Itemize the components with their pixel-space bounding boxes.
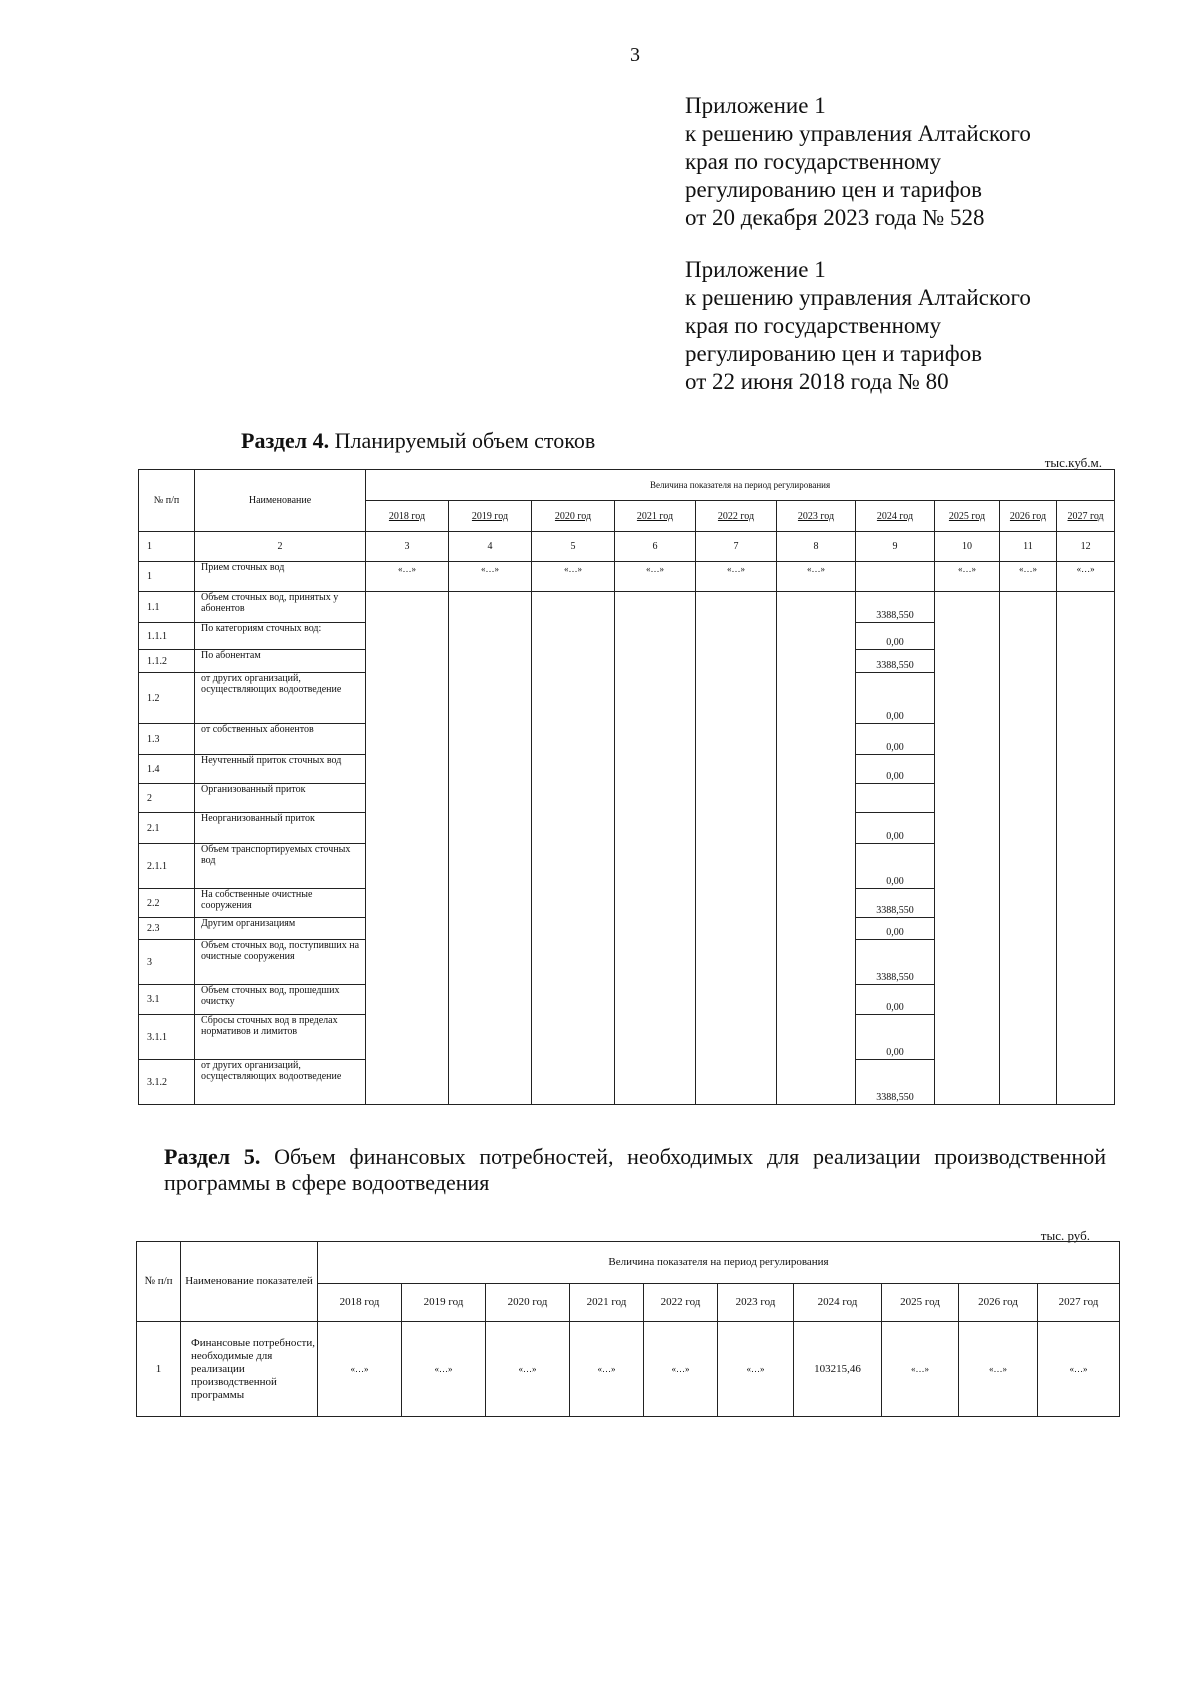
value-2024: 0,00 bbox=[856, 755, 935, 784]
empty-cell bbox=[615, 1060, 696, 1105]
section5-unit: тыс. руб. bbox=[1040, 1228, 1090, 1243]
value-cell: «…» bbox=[570, 1322, 644, 1417]
placeholder-cell: «…» bbox=[449, 562, 532, 592]
empty-cell bbox=[615, 889, 696, 918]
section4-table bbox=[138, 469, 1115, 1105]
empty-cell bbox=[366, 985, 449, 1015]
page-number: 3 bbox=[630, 44, 640, 66]
empty-cell bbox=[1000, 623, 1057, 650]
empty-cell bbox=[1000, 985, 1057, 1015]
empty-cell bbox=[1057, 724, 1115, 755]
empty-cell bbox=[532, 844, 615, 889]
empty-cell bbox=[532, 918, 615, 940]
value-2024: 3388,550 bbox=[856, 1060, 935, 1105]
empty-cell bbox=[696, 1015, 777, 1060]
empty-cell bbox=[696, 592, 777, 623]
empty-cell bbox=[935, 623, 1000, 650]
row-number: 3.1 bbox=[139, 985, 195, 1015]
column-number: 8 bbox=[777, 532, 856, 562]
header-year: 2026 год bbox=[1000, 501, 1057, 532]
table-row bbox=[139, 985, 1115, 1015]
empty-cell bbox=[1057, 985, 1115, 1015]
empty-cell bbox=[696, 724, 777, 755]
empty-cell bbox=[449, 985, 532, 1015]
column-number-row bbox=[139, 532, 1115, 562]
value-2024: 0,00 bbox=[856, 673, 935, 724]
row-name: По абонентам bbox=[195, 650, 366, 673]
empty-cell bbox=[532, 784, 615, 813]
row-number: 1.2 bbox=[139, 673, 195, 724]
row-name: Объем сточных вод, поступивших на очистные сооружения bbox=[195, 940, 366, 985]
header-num: № п/п bbox=[139, 470, 195, 532]
empty-cell bbox=[449, 724, 532, 755]
empty-cell bbox=[449, 650, 532, 673]
empty-cell bbox=[1057, 650, 1115, 673]
row-name: Сбросы сточных вод в пределах нормативов и лимитов bbox=[195, 1015, 366, 1060]
value-2024: 0,00 bbox=[856, 623, 935, 650]
empty-cell bbox=[366, 1060, 449, 1105]
row-name: Объем сточных вод, прошедших очистку bbox=[195, 985, 366, 1015]
empty-cell bbox=[532, 813, 615, 844]
empty-cell bbox=[1000, 755, 1057, 784]
header-year: 2022 год bbox=[644, 1284, 718, 1322]
header-year: 2027 год bbox=[1057, 501, 1115, 532]
empty-cell bbox=[449, 844, 532, 889]
empty-cell bbox=[615, 1015, 696, 1060]
empty-cell bbox=[935, 650, 1000, 673]
appendix-line: Приложение 1 bbox=[685, 93, 826, 118]
empty-cell bbox=[449, 592, 532, 623]
empty-cell bbox=[1057, 784, 1115, 813]
section4-title bbox=[241, 428, 595, 454]
header-year: 2019 год bbox=[402, 1284, 486, 1322]
empty-cell bbox=[777, 724, 856, 755]
header-year: 2024 год bbox=[856, 501, 935, 532]
empty-cell bbox=[366, 784, 449, 813]
header-year: 2023 год bbox=[718, 1284, 794, 1322]
value-cell: «…» bbox=[644, 1322, 718, 1417]
empty-cell bbox=[449, 1015, 532, 1060]
empty-cell bbox=[615, 784, 696, 813]
empty-cell bbox=[615, 673, 696, 724]
empty-cell bbox=[1000, 918, 1057, 940]
row-number: 1.3 bbox=[139, 724, 195, 755]
header-year: 2025 год bbox=[935, 501, 1000, 532]
empty-cell bbox=[696, 889, 777, 918]
empty-cell bbox=[777, 1015, 856, 1060]
column-number: 6 bbox=[615, 532, 696, 562]
empty-cell bbox=[777, 1060, 856, 1105]
empty-cell bbox=[935, 592, 1000, 623]
header-year: 2020 год bbox=[532, 501, 615, 532]
header-year: 2018 год bbox=[366, 501, 449, 532]
empty-cell bbox=[366, 813, 449, 844]
table-row bbox=[139, 592, 1115, 623]
value-cell: «…» bbox=[1038, 1322, 1120, 1417]
empty-cell bbox=[449, 673, 532, 724]
empty-cell bbox=[366, 623, 449, 650]
table-row bbox=[139, 813, 1115, 844]
empty-cell bbox=[615, 985, 696, 1015]
empty-cell bbox=[1000, 813, 1057, 844]
value-2024: 0,00 bbox=[856, 918, 935, 940]
empty-cell bbox=[366, 724, 449, 755]
empty-cell bbox=[935, 985, 1000, 1015]
empty-cell bbox=[449, 784, 532, 813]
appendix-line: от 22 июня 2018 года № 80 bbox=[685, 369, 949, 394]
empty-cell bbox=[366, 755, 449, 784]
placeholder-cell: «…» bbox=[777, 562, 856, 592]
column-number: 11 bbox=[1000, 532, 1057, 562]
empty-cell bbox=[615, 940, 696, 985]
column-number: 4 bbox=[449, 532, 532, 562]
section4-unit: тыс.куб.м. bbox=[1044, 455, 1102, 470]
empty-cell bbox=[1057, 592, 1115, 623]
value-2024 bbox=[856, 562, 935, 592]
empty-cell bbox=[532, 1060, 615, 1105]
empty-cell bbox=[1057, 918, 1115, 940]
empty-cell bbox=[777, 918, 856, 940]
table-row bbox=[139, 724, 1115, 755]
empty-cell bbox=[935, 1060, 1000, 1105]
value-2024: 0,00 bbox=[856, 844, 935, 889]
value-cell: «…» bbox=[718, 1322, 794, 1417]
empty-cell bbox=[1000, 724, 1057, 755]
empty-cell bbox=[935, 784, 1000, 813]
header-year: 2026 год bbox=[959, 1284, 1038, 1322]
row-number: 1.4 bbox=[139, 755, 195, 784]
empty-cell bbox=[1057, 844, 1115, 889]
header-year: 2022 год bbox=[696, 501, 777, 532]
empty-cell bbox=[777, 813, 856, 844]
empty-cell bbox=[696, 755, 777, 784]
empty-cell bbox=[615, 592, 696, 623]
row-name: от других организаций, осуществляющих водоотведение bbox=[195, 1060, 366, 1105]
appendix-line: края по государственному bbox=[685, 149, 941, 174]
table-row bbox=[139, 562, 1115, 592]
column-number: 9 bbox=[856, 532, 935, 562]
empty-cell bbox=[366, 940, 449, 985]
placeholder-cell: «…» bbox=[696, 562, 777, 592]
row-number: 3.1.1 bbox=[139, 1015, 195, 1060]
column-number: 5 bbox=[532, 532, 615, 562]
empty-cell bbox=[615, 844, 696, 889]
row-name: Другим организациям bbox=[195, 918, 366, 940]
row-name: Объем транспортируемых сточных вод bbox=[195, 844, 366, 889]
value-2024: 3388,550 bbox=[856, 940, 935, 985]
empty-cell bbox=[935, 1015, 1000, 1060]
empty-cell bbox=[615, 918, 696, 940]
value-2024: 0,00 bbox=[856, 724, 935, 755]
empty-cell bbox=[777, 650, 856, 673]
empty-cell bbox=[1000, 1060, 1057, 1105]
table-row bbox=[139, 623, 1115, 650]
value-2024: 3388,550 bbox=[856, 889, 935, 918]
empty-cell bbox=[449, 813, 532, 844]
empty-cell bbox=[449, 1060, 532, 1105]
empty-cell bbox=[935, 673, 1000, 724]
table-header-row bbox=[137, 1242, 1120, 1284]
empty-cell bbox=[366, 1015, 449, 1060]
empty-cell bbox=[696, 985, 777, 1015]
column-number: 3 bbox=[366, 532, 449, 562]
table-row bbox=[137, 1322, 1120, 1417]
empty-cell bbox=[696, 813, 777, 844]
table-row bbox=[139, 844, 1115, 889]
table-row bbox=[139, 784, 1115, 813]
column-number: 7 bbox=[696, 532, 777, 562]
empty-cell bbox=[532, 755, 615, 784]
empty-cell bbox=[615, 650, 696, 673]
empty-cell bbox=[777, 592, 856, 623]
empty-cell bbox=[696, 1060, 777, 1105]
column-number: 10 bbox=[935, 532, 1000, 562]
empty-cell bbox=[532, 592, 615, 623]
empty-cell bbox=[777, 985, 856, 1015]
table-row bbox=[139, 940, 1115, 985]
placeholder-cell: «…» bbox=[1000, 562, 1057, 592]
row-number: 1 bbox=[139, 562, 195, 592]
row-name: от собственных абонентов bbox=[195, 724, 366, 755]
empty-cell bbox=[532, 940, 615, 985]
empty-cell bbox=[696, 844, 777, 889]
placeholder-cell: «…» bbox=[532, 562, 615, 592]
empty-cell bbox=[696, 623, 777, 650]
empty-cell bbox=[366, 592, 449, 623]
table-row bbox=[139, 889, 1115, 918]
empty-cell bbox=[449, 940, 532, 985]
empty-cell bbox=[449, 889, 532, 918]
empty-cell bbox=[449, 918, 532, 940]
empty-cell bbox=[615, 623, 696, 650]
value-2024: 0,00 bbox=[856, 813, 935, 844]
table-row bbox=[139, 1015, 1115, 1060]
empty-cell bbox=[615, 813, 696, 844]
appendix-line: Приложение 1 bbox=[685, 257, 826, 282]
header-num: № п/п bbox=[137, 1242, 181, 1322]
row-number: 3 bbox=[139, 940, 195, 985]
appendix-line: регулированию цен и тарифов bbox=[685, 177, 982, 202]
appendix-line: края по государственному bbox=[685, 313, 941, 338]
appendix-block-original bbox=[685, 256, 1031, 396]
empty-cell bbox=[532, 623, 615, 650]
value-cell: «…» bbox=[318, 1322, 402, 1417]
empty-cell bbox=[1057, 1015, 1115, 1060]
appendix-line: к решению управления Алтайского bbox=[685, 285, 1031, 310]
row-name: Финансовые потребности, необходимые для реализации производственной программы bbox=[181, 1322, 318, 1417]
value-2024: 3388,550 bbox=[856, 592, 935, 623]
section5-table bbox=[136, 1241, 1120, 1417]
row-name: Организованный приток bbox=[195, 784, 366, 813]
row-number: 2 bbox=[139, 784, 195, 813]
empty-cell bbox=[1057, 889, 1115, 918]
empty-cell bbox=[532, 673, 615, 724]
empty-cell bbox=[1057, 813, 1115, 844]
empty-cell bbox=[532, 985, 615, 1015]
table-row bbox=[139, 755, 1115, 784]
empty-cell bbox=[696, 673, 777, 724]
row-number: 2.2 bbox=[139, 889, 195, 918]
row-number: 2.1 bbox=[139, 813, 195, 844]
row-name: Объем сточных вод, принятых у абонентов bbox=[195, 592, 366, 623]
row-number: 1.1.2 bbox=[139, 650, 195, 673]
empty-cell bbox=[935, 940, 1000, 985]
empty-cell bbox=[935, 844, 1000, 889]
placeholder-cell: «…» bbox=[366, 562, 449, 592]
section4-title-rest: Планируемый объем стоков bbox=[329, 428, 596, 453]
empty-cell bbox=[615, 724, 696, 755]
section4-title-bold: Раздел 4. bbox=[241, 428, 330, 453]
empty-cell bbox=[532, 650, 615, 673]
empty-cell bbox=[1000, 940, 1057, 985]
empty-cell bbox=[696, 650, 777, 673]
empty-cell bbox=[777, 623, 856, 650]
empty-cell bbox=[449, 755, 532, 784]
empty-cell bbox=[777, 784, 856, 813]
empty-cell bbox=[696, 784, 777, 813]
empty-cell bbox=[1000, 650, 1057, 673]
header-year: 2027 год bbox=[1038, 1284, 1120, 1322]
empty-cell bbox=[532, 1015, 615, 1060]
empty-cell bbox=[696, 918, 777, 940]
empty-cell bbox=[935, 755, 1000, 784]
value-cell: «…» bbox=[486, 1322, 570, 1417]
value-cell: 103215,46 bbox=[794, 1322, 882, 1417]
row-name: Неорганизованный приток bbox=[195, 813, 366, 844]
empty-cell bbox=[777, 844, 856, 889]
appendix-line: регулированию цен и тарифов bbox=[685, 341, 982, 366]
empty-cell bbox=[1000, 889, 1057, 918]
header-year: 2023 год bbox=[777, 501, 856, 532]
row-name: от других организаций, осуществляющих водоотведение bbox=[195, 673, 366, 724]
empty-cell bbox=[1000, 592, 1057, 623]
empty-cell bbox=[935, 889, 1000, 918]
empty-cell bbox=[1000, 784, 1057, 813]
row-number: 3.1.2 bbox=[139, 1060, 195, 1105]
header-year: 2021 год bbox=[570, 1284, 644, 1322]
value-cell: «…» bbox=[882, 1322, 959, 1417]
empty-cell bbox=[532, 724, 615, 755]
row-name: Неучтенный приток сточных вод bbox=[195, 755, 366, 784]
column-number: 2 bbox=[195, 532, 366, 562]
empty-cell bbox=[366, 918, 449, 940]
value-2024: 0,00 bbox=[856, 985, 935, 1015]
table-row bbox=[139, 650, 1115, 673]
empty-cell bbox=[1000, 673, 1057, 724]
table-row bbox=[139, 673, 1115, 724]
empty-cell bbox=[532, 889, 615, 918]
placeholder-cell: «…» bbox=[935, 562, 1000, 592]
empty-cell bbox=[1057, 755, 1115, 784]
row-number: 2.1.1 bbox=[139, 844, 195, 889]
empty-cell bbox=[366, 650, 449, 673]
row-name: Прием сточных вод bbox=[195, 562, 366, 592]
empty-cell bbox=[696, 940, 777, 985]
header-year: 2019 год bbox=[449, 501, 532, 532]
row-name: По категориям сточных вод: bbox=[195, 623, 366, 650]
appendix-line: к решению управления Алтайского bbox=[685, 121, 1031, 146]
empty-cell bbox=[366, 889, 449, 918]
empty-cell bbox=[1000, 844, 1057, 889]
row-number: 2.3 bbox=[139, 918, 195, 940]
header-period: Величина показателя на период регулирования bbox=[366, 470, 1115, 501]
column-number: 12 bbox=[1057, 532, 1115, 562]
placeholder-cell: «…» bbox=[615, 562, 696, 592]
empty-cell bbox=[1057, 623, 1115, 650]
appendix-line: от 20 декабря 2023 года № 528 bbox=[685, 205, 985, 230]
empty-cell bbox=[366, 844, 449, 889]
empty-cell bbox=[449, 623, 532, 650]
table-row bbox=[139, 1060, 1115, 1105]
section5-title-bold: Раздел 5. bbox=[164, 1144, 261, 1169]
section5-title bbox=[164, 1144, 1106, 1196]
empty-cell bbox=[777, 673, 856, 724]
empty-cell bbox=[366, 673, 449, 724]
row-name: На собственные очистные сооружения bbox=[195, 889, 366, 918]
header-year: 2024 год bbox=[794, 1284, 882, 1322]
value-2024: 0,00 bbox=[856, 1015, 935, 1060]
header-name: Наименование показателей bbox=[181, 1242, 318, 1322]
table-row bbox=[139, 918, 1115, 940]
empty-cell bbox=[1057, 1060, 1115, 1105]
empty-cell bbox=[935, 724, 1000, 755]
row-number: 1.1 bbox=[139, 592, 195, 623]
column-number: 1 bbox=[139, 532, 195, 562]
header-year: 2018 год bbox=[318, 1284, 402, 1322]
empty-cell bbox=[777, 940, 856, 985]
placeholder-cell: «…» bbox=[1057, 562, 1115, 592]
header-year: 2020 год bbox=[486, 1284, 570, 1322]
empty-cell bbox=[777, 889, 856, 918]
empty-cell bbox=[1057, 673, 1115, 724]
value-cell: «…» bbox=[959, 1322, 1038, 1417]
table-header-row bbox=[139, 470, 1115, 501]
row-number: 1 bbox=[137, 1322, 181, 1417]
row-number: 1.1.1 bbox=[139, 623, 195, 650]
empty-cell bbox=[935, 918, 1000, 940]
header-year: 2025 год bbox=[882, 1284, 959, 1322]
empty-cell bbox=[1057, 940, 1115, 985]
empty-cell bbox=[1000, 1015, 1057, 1060]
empty-cell bbox=[777, 755, 856, 784]
value-cell: «…» bbox=[402, 1322, 486, 1417]
empty-cell bbox=[935, 813, 1000, 844]
header-year: 2021 год bbox=[615, 501, 696, 532]
value-2024: 3388,550 bbox=[856, 650, 935, 673]
appendix-block-current bbox=[685, 92, 1031, 232]
empty-cell bbox=[615, 755, 696, 784]
value-2024 bbox=[856, 784, 935, 813]
header-period: Величина показателя на период регулирования bbox=[318, 1242, 1120, 1284]
section5-title-rest: Объем финансовых потребностей, необходимых для реализации производственной программы в сфере водоотведения bbox=[164, 1144, 1106, 1195]
header-name: Наименование bbox=[195, 470, 366, 532]
